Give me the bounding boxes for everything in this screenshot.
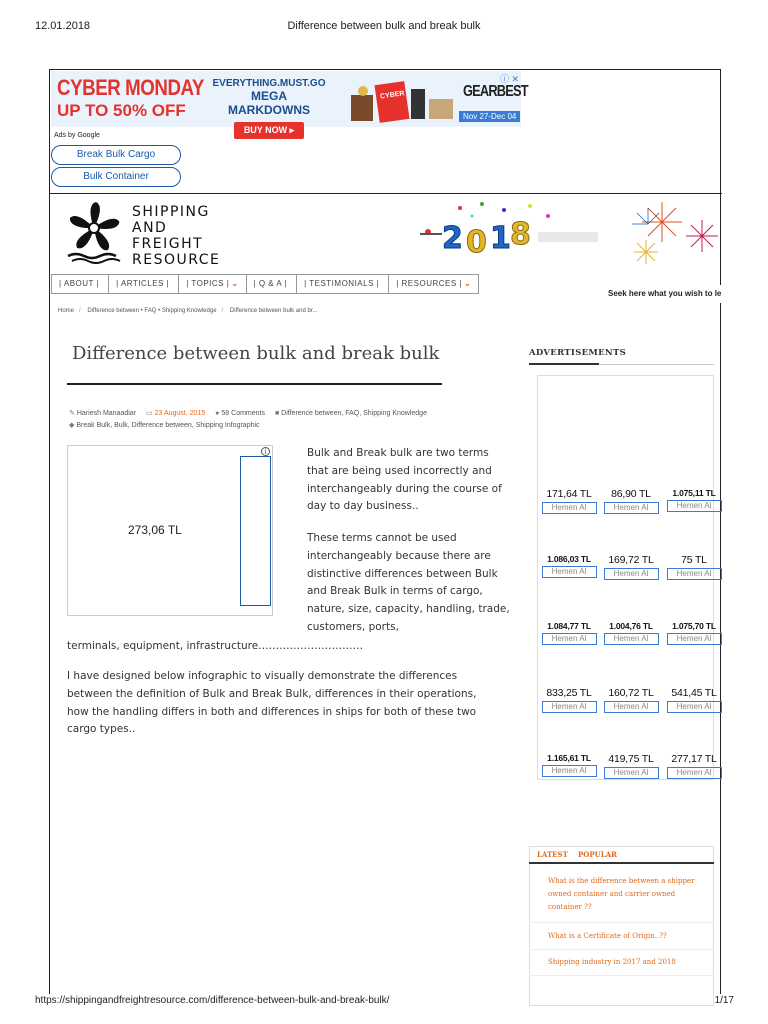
buy-button[interactable]: Hemen Al xyxy=(667,568,722,580)
nav-topics[interactable]: | TOPICS | ⌄ xyxy=(179,274,246,294)
tag-icon: ◆ xyxy=(69,422,75,429)
article-paragraph: I have designed below infographic to visually demonstrate the differences between the definition of Bulk and Break Bulk, differences in their operations, how the handling differs in both and differences in ships for both of these two cargo types.. xyxy=(67,670,477,736)
folder-icon: ■ xyxy=(274,410,280,417)
price-cell[interactable]: 86,90 TL Hemen Al xyxy=(600,488,662,514)
print-title: Difference between bulk and break bulk xyxy=(287,20,481,32)
logo-line: AND xyxy=(132,220,168,236)
price-cell[interactable]: 1.165,61 TL Hemen Al xyxy=(538,753,600,777)
nav-about[interactable]: | ABOUT | xyxy=(51,274,109,294)
calendar-icon: ▭ xyxy=(145,410,153,417)
ads-by-google-label: Ads by Google xyxy=(54,132,100,139)
logo-line: RESOURCE xyxy=(132,252,221,268)
price-cell[interactable]: 277,17 TL Hemen Al xyxy=(663,753,725,779)
post-meta xyxy=(69,409,427,417)
nav-articles[interactable]: | ARTICLES | xyxy=(109,274,179,294)
divider xyxy=(529,363,599,365)
breadcrumb-home[interactable]: Home xyxy=(58,308,75,314)
svg-text:2: 2 xyxy=(442,221,463,256)
chevron-down-icon: ⌄ xyxy=(464,279,472,288)
latest-popular-widget xyxy=(529,846,714,1006)
buy-button[interactable]: Hemen Al xyxy=(604,633,659,645)
post-tags xyxy=(69,421,260,429)
pencil-icon: ✎ xyxy=(69,410,75,417)
print-page-number: 1/17 xyxy=(714,995,734,1006)
breadcrumb: Home / Difference between • FAQ • Shipping Knowledge / Difference between bulk and br... xyxy=(58,308,318,314)
site-logo[interactable] xyxy=(64,200,234,270)
buy-button[interactable]: Hemen Al xyxy=(542,633,597,645)
sidebar-ads-title: ADVERTISEMENTS xyxy=(529,348,627,358)
buy-button[interactable]: Hemen Al xyxy=(604,701,659,713)
price-cell[interactable]: 171,64 TL Hemen Al xyxy=(538,488,600,514)
price-cell[interactable]: 1.075,70 TL Hemen Al xyxy=(663,621,725,645)
price-cell[interactable]: 169,72 TL Hemen Al xyxy=(600,554,662,580)
price-cell[interactable]: 1.075,11 TL Hemen Al xyxy=(663,488,725,512)
title-underline xyxy=(67,383,442,385)
latest-post-link[interactable]: Shipping industry in 2017 and 2018 xyxy=(548,958,676,966)
article-paragraph-continuation: terminals, equipment, infrastructure………………………… xyxy=(67,640,364,652)
inline-ad-product-frame xyxy=(240,456,271,606)
article-paragraph: Bulk and Break bulk are two terms that are being used incorrectly and interchangeably during the course of day to day business.. xyxy=(307,447,502,513)
logo-line: FREIGHT xyxy=(132,236,204,252)
price-cell[interactable]: 75 TL Hemen Al xyxy=(663,554,725,580)
ad-buy-now-button[interactable]: BUY NOW ▸ xyxy=(234,122,304,139)
ad-brand: GEARBEST xyxy=(463,83,528,100)
buy-button[interactable]: Hemen Al xyxy=(604,568,659,580)
comments-icon: ● xyxy=(215,410,220,417)
buy-button[interactable]: Hemen Al xyxy=(542,701,597,713)
ad-dates: Nov 27-Dec 04 xyxy=(459,111,520,122)
svg-text:0: 0 xyxy=(466,225,487,260)
price-cell[interactable]: 1.084,77 TL Hemen Al xyxy=(538,621,600,645)
price-cell[interactable]: 541,45 TL Hemen Al xyxy=(663,687,725,713)
buy-button[interactable]: Hemen Al xyxy=(542,765,597,777)
nav-resources[interactable]: | RESOURCES | ⌄ xyxy=(389,274,479,294)
price-cell[interactable]: 833,25 TL Hemen Al xyxy=(538,687,600,713)
buy-button[interactable]: Hemen Al xyxy=(542,566,597,578)
divider xyxy=(529,922,714,923)
logo-line: SHIPPING xyxy=(132,204,210,220)
page-frame xyxy=(49,69,721,994)
breadcrumb-current: Difference between bulk and br... xyxy=(229,308,318,314)
latest-post-link[interactable]: What is a Certificate of Origin..?? xyxy=(548,932,667,940)
ad-link-bulk-container[interactable]: Bulk Container xyxy=(51,167,181,187)
main-nav xyxy=(51,274,479,294)
tab-popular[interactable]: POPULAR xyxy=(578,850,617,859)
ad-subline: MEGA MARKDOWNS xyxy=(228,89,310,117)
top-ad-banner[interactable] xyxy=(51,71,528,135)
latest-post-link[interactable]: What is the difference between a shipper owned container and carrier owned container ?? xyxy=(548,877,695,911)
ad-tagline: EVERYTHING.MUST.GO xyxy=(212,78,326,89)
propeller-icon xyxy=(64,200,126,264)
nav-testimonials[interactable]: | TESTIMONIALS | xyxy=(297,274,389,294)
ad-info-icon[interactable]: i xyxy=(261,447,270,456)
buy-button[interactable]: Hemen Al xyxy=(604,767,659,779)
buy-button[interactable]: Hemen Al xyxy=(667,701,722,713)
post-author[interactable]: Hariesh Manaadiar xyxy=(76,410,137,417)
search-input[interactable]: Seek here what you wish to le xyxy=(604,285,722,303)
price-cell[interactable]: 160,72 TL Hemen Al xyxy=(600,687,662,713)
post-categories[interactable]: Difference between, FAQ, Shipping Knowledge xyxy=(281,410,427,417)
svg-text:8: 8 xyxy=(510,217,531,252)
print-date: 12.01.2018 xyxy=(35,20,91,32)
ad-products-image xyxy=(341,75,461,125)
print-url: https://shippingandfreightresource.com/difference-between-bulk-and-break-bulk/ xyxy=(35,995,390,1006)
buy-button[interactable]: Hemen Al xyxy=(667,767,722,779)
divider xyxy=(599,364,714,365)
buy-button[interactable]: Hemen Al xyxy=(667,633,722,645)
buy-button[interactable]: Hemen Al xyxy=(604,502,659,514)
post-tags-list[interactable]: Break Bulk, Bulk, Difference between, Shipping Infographic xyxy=(76,422,260,429)
post-comments[interactable]: 58 Comments xyxy=(221,410,265,417)
ad-link-break-bulk-cargo[interactable]: Break Bulk Cargo xyxy=(51,145,181,165)
post-date: 23 August, 2015 xyxy=(154,410,206,417)
svg-text:CYBER: CYBER xyxy=(379,90,405,101)
nav-q-and-a[interactable]: | Q & A | xyxy=(247,274,298,294)
inline-ad[interactable] xyxy=(67,445,273,616)
divider xyxy=(529,862,714,864)
svg-text:1: 1 xyxy=(490,221,511,256)
tab-latest[interactable]: LATEST xyxy=(537,850,568,859)
breadcrumb-category[interactable]: Difference between • FAQ • Shipping Knowledge xyxy=(87,308,217,314)
inline-ad-price: 273,06 TL xyxy=(128,523,182,537)
price-cell[interactable]: 419,75 TL Hemen Al xyxy=(600,753,662,779)
page-title: Difference between bulk and break bulk xyxy=(72,343,440,364)
print-header xyxy=(0,20,768,34)
price-cell[interactable]: 1.004,76 TL Hemen Al xyxy=(600,621,662,645)
ad-headline: CYBER MONDAY xyxy=(57,75,204,100)
divider xyxy=(529,975,714,976)
buy-button[interactable]: Hemen Al xyxy=(542,502,597,514)
ad-offer: UP TO 50% OFF xyxy=(57,101,186,120)
divider xyxy=(50,193,722,194)
price-cell[interactable]: 1.086,03 TL Hemen Al xyxy=(538,554,600,578)
buy-button[interactable]: Hemen Al xyxy=(667,500,722,512)
new-year-2018-banner xyxy=(420,196,720,268)
divider xyxy=(529,949,714,950)
sidebar-ad-grid[interactable] xyxy=(537,375,717,780)
article-paragraph: These terms cannot be used interchangeably because there are distinctive differences between Bulk and Break Bulk in terms of cargo, nature, size, capacity, handling, trade, customers, ports, xyxy=(307,532,510,633)
chevron-down-icon: ⌄ xyxy=(231,279,239,288)
ad-close-icon[interactable]: ⓘ ✕ xyxy=(499,74,519,84)
